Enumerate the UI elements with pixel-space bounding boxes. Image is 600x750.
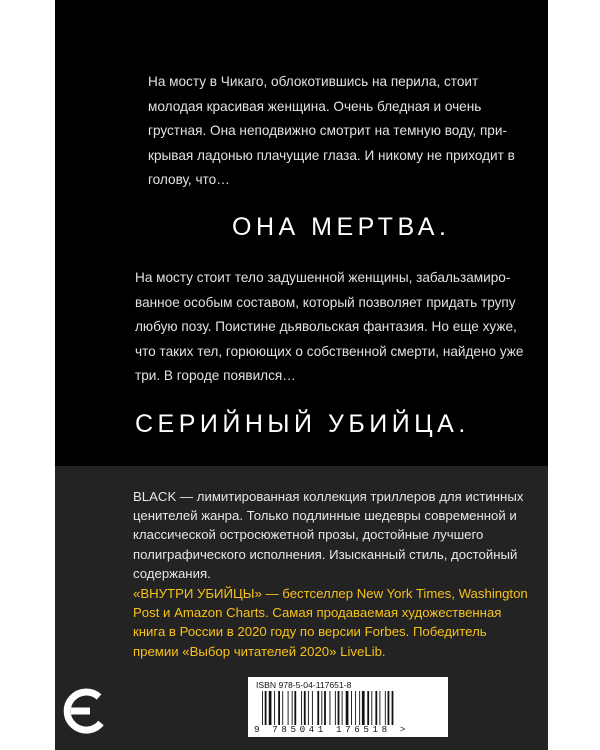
isbn-number: ISBN 978-5-04-117651-8 xyxy=(256,680,352,690)
book-back-cover xyxy=(55,0,548,750)
barcode-icon xyxy=(260,691,440,725)
detail-paragraph: На мосту стоит тело задушенной женщины, забальзамированное особым составом, который позволяет придать трупу любую позу. Поистине дьявольская фантазия. Но еще хуже, что таких тел, горюющих о собственной смерти, найдено уже три. В городе появился… xyxy=(135,270,524,383)
barcode-digits: 9 785041 176518 > xyxy=(254,724,409,735)
collection-description: BLACK — лимитированная коллекция триллеров для истинных ценителей жанра. Только подлинные шедевры современной и классической остросюжетной прозы, достойные лучшего полиграфического исполнения. Изысканный стиль, достойный содержания. xyxy=(133,489,524,581)
upper-black-panel xyxy=(55,0,548,466)
headline-she-is-dead: ОНА МЕРТВА. xyxy=(232,213,451,241)
eksmo-logo-icon xyxy=(57,683,113,739)
teaser-paragraph: На мосту в Чикаго, облокотившись на перила, стоит молодая красивая женщина. Очень бледная и очень грустная. Она неподвижно смотрит на темную воду, прикрывая ладонью плачущие глаза. И никому не приходит в голову, что… xyxy=(148,74,515,187)
barcode-label xyxy=(248,677,448,737)
award-text: «ВНУТРИ УБИЙЦЫ» — бестселлер New York Times, Washington Post и Amazon Charts. Самая продаваемая художественная книга в России в 2020 году по версии Forbes. Победитель премии «Выбор читателей 2020» LiveLib. xyxy=(133,586,528,659)
headline-serial-killer: СЕРИЙНЫЙ УБИЙЦА. xyxy=(135,410,470,438)
